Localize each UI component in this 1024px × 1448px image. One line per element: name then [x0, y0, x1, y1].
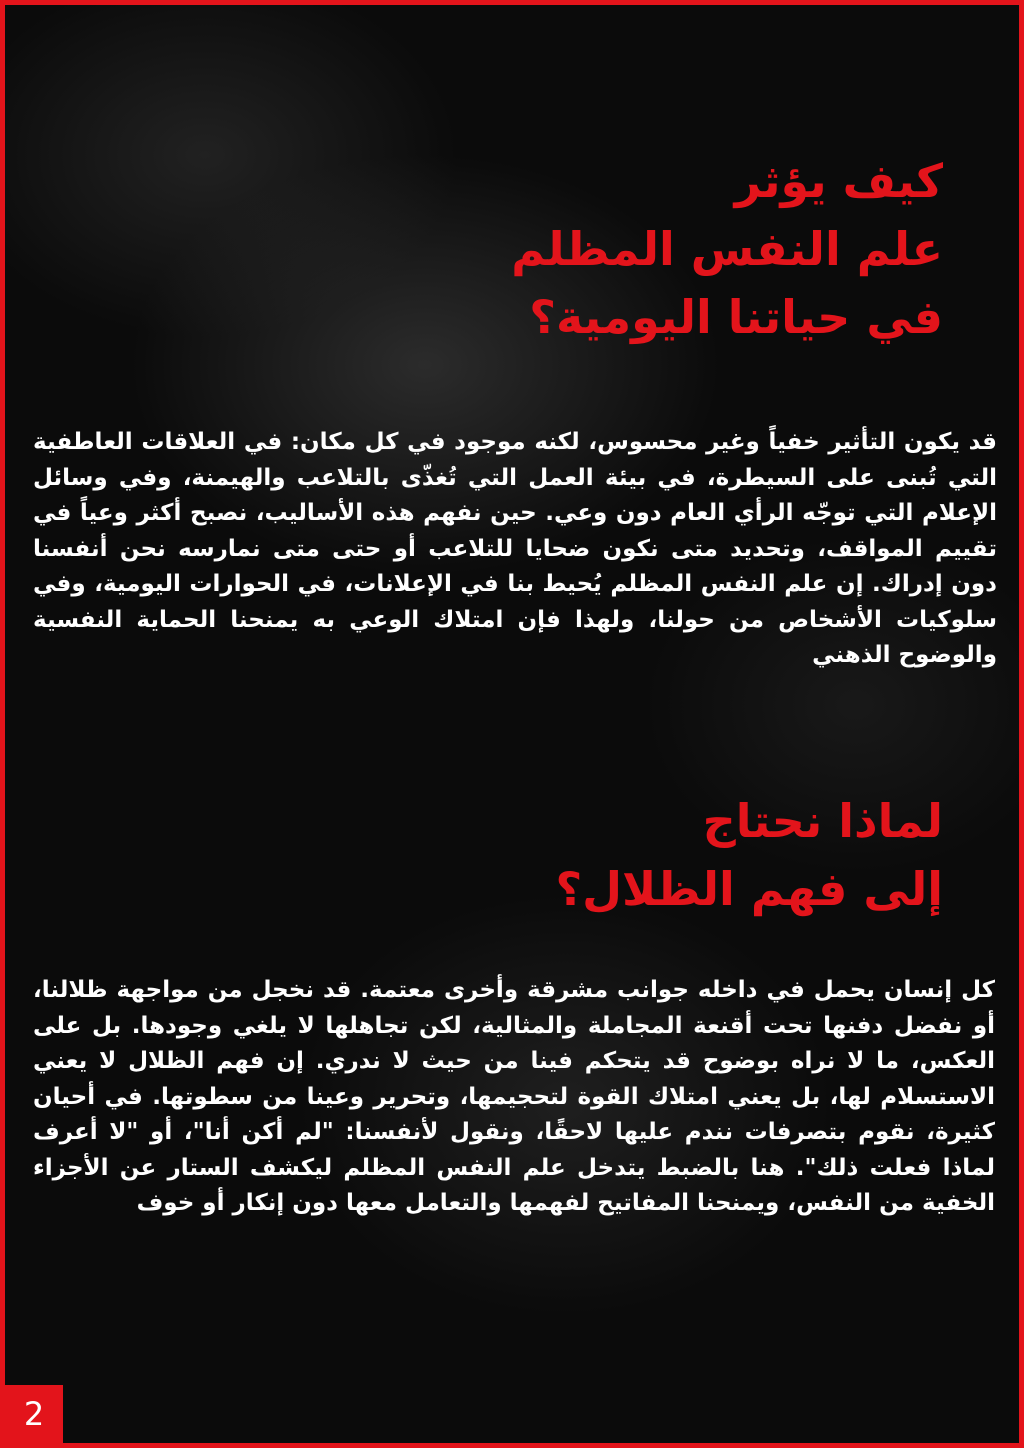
section-2-paragraph: كل إنسان يحمل في داخله جوانب مشرقة وأخرى معتمة. قد نخجل من مواجهة ظلالنا، أو نفضل دفنها تحت أقنعة المجاملة والمثالية، لكن تجاهلها لا يلغي وجودها. بل على العكس، ما لا نراه بوضوح قد يتحكم فينا من حيث لا ندري. إن فهم الظلال لا يعني الاستسلام لها، بل يعني امتلاك القوة لتحجيمها، وتحرير وعينا من سطوتها. في أحيان كثيرة، نقوم بتصرفات نندم عليها لاحقًا، ونقول لأنفسنا: "لم أكن أنا"، أو "لا أعرف لماذا فعلت ذلك". هنا بالضبط يتدخل علم النفس المظلم ليكشف الستار عن الأجزاء الخفية من النفس، ويمنحنا المفاتيح لفهمها والتعامل معها دون إنكار أو خوف: [33, 977, 995, 1216]
page-number: 2: [5, 1385, 63, 1443]
section-1-title-line: في حياتنا اليومية؟: [529, 290, 943, 344]
section-1-title-line: علم النفس المظلم: [511, 222, 943, 276]
section-2-title: [555, 787, 943, 923]
section-1-paragraph: قد يكون التأثير خفياً وغير محسوس، لكنه موجود في كل مكان: في العلاقات العاطفية التي تُبنى على السيطرة، في بيئة العمل التي تُغذّى بالتلاعب والهيمنة، وفي وسائل الإعلام التي توجّه الرأي العام دون وعي. حين نفهم هذه الأساليب، نصبح أكثر وعياً في تقييم المواقف، وتحديد متى نكون ضحايا للتلاعب أو حتى متى نمارسه نحن أنفسنا دون إدراك. إن علم النفس المظلم يُحيط بنا في الإعلانات، في الحوارات اليومية، وفي سلوكيات الأشخاص من حولنا، ولهذا فإن امتلاك الوعي به يمنحنا الحماية النفسية والوضوح الذهني: [33, 429, 997, 668]
section-2-title-line: لماذا نحتاج: [702, 794, 943, 848]
section-1-title: [511, 147, 943, 351]
section-1-title-line: كيف يؤثر: [734, 154, 943, 208]
section-2-title-line: إلى فهم الظلال؟: [555, 862, 943, 916]
